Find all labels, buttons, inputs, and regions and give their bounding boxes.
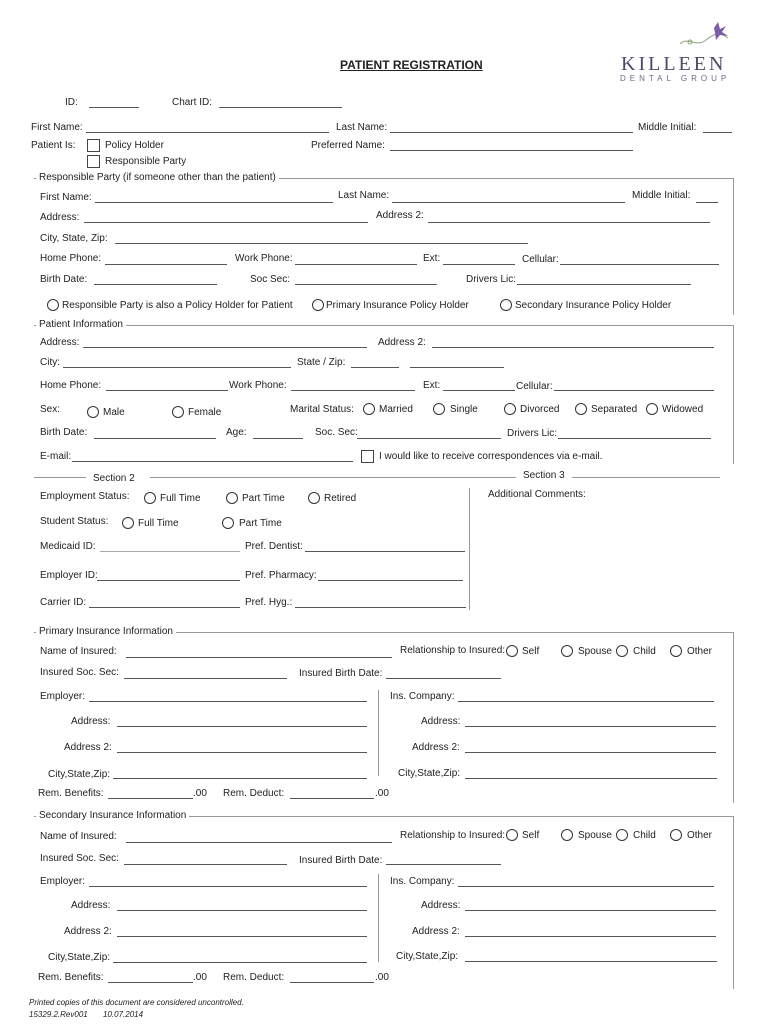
- pri-soc-sec-label: Insured Soc. Sec:: [40, 667, 119, 678]
- pi-address2-label: Address 2:: [378, 337, 426, 348]
- pi-single-label: Single: [450, 404, 478, 415]
- sec-relationship-label: Relationship to Insured:: [400, 830, 506, 841]
- pri-self-radio[interactable]: [506, 645, 518, 657]
- pri-address-field[interactable]: [117, 726, 367, 727]
- pri-child-radio[interactable]: [616, 645, 628, 657]
- rp-secondary-holder-radio[interactable]: [500, 299, 512, 311]
- pri-other-radio[interactable]: [670, 645, 682, 657]
- pri-employer-field[interactable]: [89, 701, 367, 702]
- pri-employer-label: Employer:: [40, 691, 86, 702]
- sec-rem-benefits-cents: .00: [193, 972, 207, 983]
- rp-home-phone-label: Home Phone:: [40, 253, 102, 264]
- sec-comp-address2-label: Address 2:: [412, 926, 460, 937]
- pri-address-label: Address:: [71, 716, 111, 727]
- section2-title: Section 2: [93, 473, 135, 484]
- rp-soc-sec-field[interactable]: [295, 284, 437, 285]
- rp-birth-date-field[interactable]: [94, 284, 217, 285]
- pri-comp-address2-field[interactable]: [465, 752, 716, 753]
- logo-name: KILLEEN: [621, 53, 727, 75]
- pi-ext-label: Ext:: [423, 380, 441, 391]
- pri-name-insured-field[interactable]: [126, 657, 392, 658]
- employer-id-label: Employer ID:: [40, 570, 98, 581]
- pi-cellular-field[interactable]: [554, 390, 714, 391]
- sec-birth-date-label: Insured Birth Date:: [299, 855, 383, 866]
- pri-rem-benefits-label: Rem. Benefits:: [38, 788, 104, 799]
- pi-work-phone-label: Work Phone:: [229, 380, 287, 391]
- sec-ins-company-label: Ins. Company:: [390, 876, 455, 887]
- section-divider: [469, 488, 470, 610]
- pri-comp-csz-label: City,State,Zip:: [398, 768, 461, 779]
- pri-birth-date-field[interactable]: [386, 678, 501, 679]
- sec-spouse-label: Spouse: [578, 830, 612, 841]
- rp-last-name-label: Last Name:: [338, 190, 390, 201]
- pi-marital-label: Marital Status:: [290, 404, 354, 415]
- pi-zip-field[interactable]: [410, 367, 504, 368]
- sec-ins-company-field[interactable]: [458, 886, 714, 887]
- pi-soc-sec-field[interactable]: [357, 438, 501, 439]
- rp-middle-initial-field[interactable]: [696, 202, 718, 203]
- pref-dentist-field[interactable]: [305, 551, 465, 552]
- pi-address2-field[interactable]: [432, 347, 714, 348]
- rp-drivers-lic-field[interactable]: [517, 284, 691, 285]
- sec-child-label: Child: [633, 830, 656, 841]
- pri-child-label: Child: [633, 646, 656, 657]
- pi-widowed-radio[interactable]: [646, 403, 658, 415]
- sec-address-field[interactable]: [117, 910, 367, 911]
- pi-state-field[interactable]: [351, 367, 399, 368]
- primary-insurance-title: Primary Insurance Information: [36, 626, 176, 637]
- rp-address-label: Address:: [40, 212, 80, 223]
- sec-other-label: Other: [687, 830, 713, 841]
- rp-birth-date-label: Birth Date:: [40, 274, 88, 285]
- preferred-name-field[interactable]: [390, 150, 633, 151]
- pri-address2-label: Address 2:: [64, 742, 112, 753]
- pi-email-optin-label: I would like to receive correspondences via e-mail.: [379, 451, 603, 462]
- sec-name-insured-field[interactable]: [126, 842, 392, 843]
- pri-other-label: Other: [687, 646, 713, 657]
- pri-soc-sec-field[interactable]: [124, 678, 287, 679]
- rp-first-name-field[interactable]: [95, 202, 333, 203]
- footer-note: Printed copies of this document are considered uncontrolled.: [29, 998, 244, 1007]
- pi-age-field[interactable]: [253, 438, 303, 439]
- pi-city-label: City:: [40, 357, 60, 368]
- student-part-time-label: Part Time: [239, 518, 282, 529]
- pi-age-label: Age:: [226, 427, 247, 438]
- id-label: ID:: [65, 97, 78, 108]
- pi-cellular-label: Cellular:: [516, 381, 553, 392]
- pri-divider: [378, 690, 379, 776]
- sec-birth-date-field[interactable]: [386, 864, 501, 865]
- student-full-time-label: Full Time: [138, 518, 179, 529]
- id-field[interactable]: [89, 107, 139, 108]
- pri-self-label: Self: [522, 646, 540, 657]
- page-title: PATIENT REGISTRATION: [340, 58, 483, 72]
- rp-address2-field[interactable]: [428, 222, 710, 223]
- carrier-id-label: Carrier ID:: [40, 597, 87, 608]
- pi-male-label: Male: [103, 407, 125, 418]
- rp-last-name-field[interactable]: [392, 202, 625, 203]
- pi-home-phone-field[interactable]: [106, 390, 228, 391]
- sec-address2-field[interactable]: [117, 936, 367, 937]
- pi-ext-field[interactable]: [443, 390, 515, 391]
- rp-primary-holder-label: Primary Insurance Policy Holder: [326, 300, 469, 311]
- sec-name-insured-label: Name of Insured:: [40, 831, 117, 842]
- pri-rem-deduct-cents: .00: [375, 788, 389, 799]
- pi-birth-date-field[interactable]: [94, 438, 216, 439]
- rp-soc-sec-label: Soc Sec:: [250, 274, 291, 285]
- rp-address-field[interactable]: [84, 222, 368, 223]
- rp-policy-holder-radio[interactable]: [47, 299, 59, 311]
- sec-comp-address-label: Address:: [421, 900, 461, 911]
- pri-relationship-label: Relationship to Insured:: [400, 645, 506, 656]
- sec-self-label: Self: [522, 830, 540, 841]
- pref-hyg-label: Pref. Hyg.:: [245, 597, 293, 608]
- pi-drivers-lic-field[interactable]: [558, 438, 711, 439]
- pri-spouse-radio[interactable]: [561, 645, 573, 657]
- emp-part-time-radio[interactable]: [226, 492, 238, 504]
- section3-rule: [572, 477, 720, 478]
- pi-sex-label: Sex:: [40, 404, 61, 415]
- rp-first-name-label: First Name:: [40, 192, 92, 203]
- rp-middle-initial-label: Middle Initial:: [632, 190, 691, 201]
- employment-label: Employment Status:: [40, 491, 130, 502]
- pri-rem-deduct-label: Rem. Deduct:: [223, 788, 285, 799]
- sec-comp-address-field[interactable]: [465, 910, 716, 911]
- comments-field[interactable]: [488, 503, 720, 608]
- pi-drivers-lic-label: Drivers Lic:: [507, 428, 558, 439]
- rp-cellular-field[interactable]: [560, 264, 719, 265]
- rp-policy-holder-label: Responsible Party is also a Policy Holder for Patient: [62, 300, 293, 311]
- pri-name-insured-label: Name of Insured:: [40, 646, 117, 657]
- sec-child-radio[interactable]: [616, 829, 628, 841]
- student-part-time-radio[interactable]: [222, 517, 234, 529]
- rp-work-phone-label: Work Phone:: [235, 253, 293, 264]
- sec-soc-sec-label: Insured Soc. Sec:: [40, 853, 119, 864]
- pri-address2-field[interactable]: [117, 752, 367, 753]
- pi-widowed-label: Widowed: [662, 404, 704, 415]
- pri-ins-company-field[interactable]: [458, 701, 714, 702]
- pi-female-label: Female: [188, 407, 222, 418]
- pri-csz-label: City,State,Zip:: [48, 769, 111, 780]
- sec-comp-csz-field[interactable]: [465, 961, 717, 962]
- chart-id-label: Chart ID:: [172, 97, 213, 108]
- sec-comp-address2-field[interactable]: [465, 936, 716, 937]
- last-name-field[interactable]: [390, 132, 633, 133]
- rp-csz-label: City, State, Zip:: [40, 233, 108, 244]
- sec-other-radio[interactable]: [670, 829, 682, 841]
- sec-rem-benefits-label: Rem. Benefits:: [38, 972, 104, 983]
- sec-address-label: Address:: [71, 900, 111, 911]
- pri-comp-address-field[interactable]: [465, 726, 716, 727]
- policy-holder-label: Policy Holder: [105, 140, 164, 151]
- pi-separated-label: Separated: [591, 404, 638, 415]
- employer-id-field[interactable]: [97, 580, 240, 581]
- patient-info-title: Patient Information: [36, 319, 126, 330]
- student-full-time-radio[interactable]: [122, 517, 134, 529]
- rp-ext-label: Ext:: [423, 253, 441, 264]
- sec-soc-sec-field[interactable]: [124, 864, 287, 865]
- pi-state-zip-label: State / Zip:: [297, 357, 346, 368]
- rp-cellular-label: Cellular:: [522, 254, 559, 265]
- rp-drivers-lic-label: Drivers Lic:: [466, 274, 517, 285]
- rp-home-phone-field[interactable]: [105, 264, 227, 265]
- policy-holder-checkbox[interactable]: [87, 139, 100, 152]
- pri-comp-address2-label: Address 2:: [412, 742, 460, 753]
- responsible-party-checkbox[interactable]: [87, 155, 100, 168]
- pi-address-label: Address:: [40, 337, 80, 348]
- sec-rem-deduct-field[interactable]: [290, 982, 374, 983]
- emp-full-time-radio[interactable]: [144, 492, 156, 504]
- pri-comp-address-label: Address:: [421, 716, 461, 727]
- pi-female-radio[interactable]: [172, 406, 184, 418]
- pi-single-radio[interactable]: [433, 403, 445, 415]
- pri-rem-benefits-cents: .00: [193, 788, 207, 799]
- rp-primary-holder-radio[interactable]: [312, 299, 324, 311]
- pref-pharmacy-field[interactable]: [318, 580, 463, 581]
- emp-full-time-label: Full Time: [160, 493, 201, 504]
- responsible-party-title: Responsible Party (if someone other than the patient): [36, 172, 279, 183]
- footer-rev: 15329.2.Rev001: [29, 1010, 88, 1019]
- logo-subtitle: DENTAL GROUP: [620, 74, 731, 83]
- rp-secondary-holder-label: Secondary Insurance Policy Holder: [515, 300, 672, 311]
- carrier-id-field[interactable]: [89, 607, 240, 608]
- emp-retired-radio[interactable]: [308, 492, 320, 504]
- pri-spouse-label: Spouse: [578, 646, 612, 657]
- rp-address2-label: Address 2:: [376, 210, 424, 221]
- pi-separated-radio[interactable]: [575, 403, 587, 415]
- chart-id-field[interactable]: [219, 107, 342, 108]
- section2-rule-left: [34, 477, 86, 478]
- preferred-name-label: Preferred Name:: [311, 140, 385, 151]
- rp-ext-field[interactable]: [443, 264, 515, 265]
- sec-divider: [378, 874, 379, 962]
- last-name-label: Last Name:: [336, 122, 388, 133]
- middle-initial-label: Middle Initial:: [638, 122, 697, 133]
- emp-part-time-label: Part Time: [242, 493, 285, 504]
- pref-dentist-label: Pref. Dentist:: [245, 541, 303, 552]
- pri-rem-deduct-field[interactable]: [290, 798, 374, 799]
- pi-married-radio[interactable]: [363, 403, 375, 415]
- sec-spouse-radio[interactable]: [561, 829, 573, 841]
- pi-email-field[interactable]: [72, 461, 353, 462]
- pi-divorced-label: Divorced: [520, 404, 560, 415]
- pri-ins-company-label: Ins. Company:: [390, 691, 455, 702]
- pri-rem-benefits-field[interactable]: [108, 798, 193, 799]
- pi-married-label: Married: [379, 404, 413, 415]
- sec-comp-csz-label: City,State,Zip:: [396, 951, 459, 962]
- pref-hyg-field[interactable]: [295, 607, 466, 608]
- pi-divorced-radio[interactable]: [504, 403, 516, 415]
- sec-csz-label: City,State,Zip:: [48, 952, 111, 963]
- sec-address2-label: Address 2:: [64, 926, 112, 937]
- sec-employer-label: Employer:: [40, 876, 86, 887]
- first-name-label: First Name:: [31, 122, 83, 133]
- sec-self-radio[interactable]: [506, 829, 518, 841]
- pref-pharmacy-label: Pref. Pharmacy:: [245, 570, 317, 581]
- first-name-field[interactable]: [86, 132, 329, 133]
- footer-date: 10.07.2014: [103, 1010, 144, 1019]
- logo-flower-icon: [676, 20, 732, 52]
- pi-work-phone-field[interactable]: [291, 390, 415, 391]
- sec-rem-deduct-label: Rem. Deduct:: [223, 972, 285, 983]
- pi-home-phone-label: Home Phone:: [40, 380, 102, 391]
- responsible-party-label: Responsible Party: [105, 156, 187, 167]
- sec-rem-deduct-cents: .00: [375, 972, 389, 983]
- pri-birth-date-label: Insured Birth Date:: [299, 668, 383, 679]
- rp-work-phone-field[interactable]: [295, 264, 417, 265]
- secondary-insurance-title: Secondary Insurance Information: [36, 810, 189, 821]
- middle-initial-field[interactable]: [703, 132, 732, 133]
- medicaid-field[interactable]: [100, 551, 240, 552]
- section3-title: Section 3: [523, 470, 565, 481]
- patient-is-label: Patient Is:: [31, 140, 76, 151]
- sec-csz-field[interactable]: [113, 962, 367, 963]
- pi-address-field[interactable]: [83, 347, 367, 348]
- pri-comp-csz-field[interactable]: [465, 778, 717, 779]
- pi-email-optin-checkbox[interactable]: [361, 450, 374, 463]
- pi-soc-sec-label: Soc. Sec:: [315, 427, 358, 438]
- pi-male-radio[interactable]: [87, 406, 99, 418]
- comments-label: Additional Comments:: [488, 489, 586, 500]
- pri-csz-field[interactable]: [113, 778, 367, 779]
- rp-csz-field[interactable]: [115, 243, 528, 244]
- pi-birth-date-label: Birth Date:: [40, 427, 88, 438]
- section2-rule-right: [150, 477, 516, 478]
- emp-retired-label: Retired: [324, 493, 357, 504]
- sec-employer-field[interactable]: [89, 886, 367, 887]
- student-label: Student Status:: [40, 516, 109, 527]
- sec-rem-benefits-field[interactable]: [108, 982, 193, 983]
- pi-email-label: E-mail:: [40, 451, 72, 462]
- medicaid-label: Medicaid ID:: [40, 541, 96, 552]
- pi-city-field[interactable]: [63, 367, 291, 368]
